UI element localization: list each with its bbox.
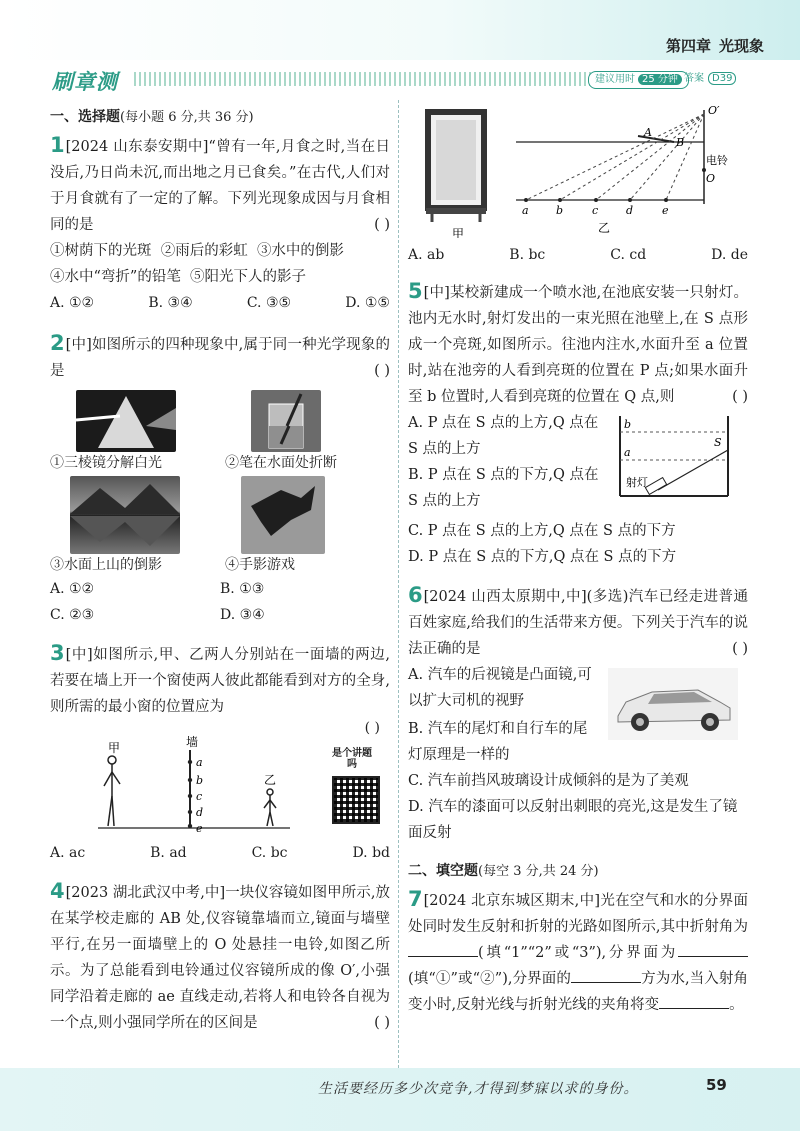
yi-label: 乙	[264, 773, 277, 787]
option-c[interactable]: C. ②③	[50, 607, 95, 623]
prism-icon	[76, 390, 176, 452]
question-text: (填“①”或“②”),分界面的	[408, 971, 572, 987]
hand-shadow-icon	[241, 476, 325, 554]
qr-caption: 是个讲题吗	[332, 748, 372, 770]
q4-figure	[408, 100, 748, 238]
point-e: e	[196, 822, 203, 835]
answer-label: 答案	[684, 73, 704, 84]
question-number: 5	[408, 279, 423, 303]
answer-page: D39	[708, 72, 736, 85]
option-b[interactable]: B. P 点在 S 点的下方,Q 点在 S 点的上方	[408, 467, 599, 509]
wall-label: 墙	[186, 735, 199, 749]
question-text: (填“1”“2”或“3”),分界面为	[478, 945, 678, 961]
wall-diagram	[50, 720, 290, 840]
question-text: [中]如图所示,甲、乙两人分别站在一面墙的两边,若要在墙上开一个窗使两人彼此都能看到对方的全身,则所需的最小窗的位置应为	[50, 647, 390, 715]
q4-options	[408, 242, 748, 268]
option-c[interactable]: C. bc	[251, 845, 288, 861]
option-b[interactable]: B. ad	[150, 845, 187, 861]
point-e: e	[662, 204, 669, 217]
option-a[interactable]: A. ①②	[50, 295, 95, 311]
question-2	[50, 330, 390, 384]
chapter-name: 光现象	[718, 37, 764, 55]
glass-icon	[251, 390, 321, 452]
footer-motto: 生活要经历多少次竞争,才得到梦寐以求的身份。	[318, 1081, 639, 1097]
pencil-photo	[251, 390, 321, 452]
option-a[interactable]: A. ac	[50, 845, 86, 861]
question-5	[408, 278, 748, 410]
question-number: 1	[50, 133, 65, 157]
item: ⑤阳光下人的影子	[190, 269, 307, 285]
option-d[interactable]: D. ①⑤	[345, 295, 390, 311]
time-label: 建议用时	[595, 74, 635, 85]
option-a[interactable]: A. P 点在 S 点的上方,Q 点在 S 点的上方	[408, 415, 599, 457]
mountain-icon	[70, 476, 180, 554]
point-O: O	[706, 172, 716, 185]
fig-yi-label: 乙	[598, 221, 611, 235]
figure-reflection	[50, 476, 215, 576]
item: ③水中的倒影	[256, 243, 344, 259]
figure-prism	[50, 390, 215, 474]
option-b[interactable]: B. ③④	[148, 295, 193, 311]
fig-jia-label: 甲	[452, 227, 465, 238]
section-note: (每小题 6 分,共 36 分)	[120, 110, 254, 125]
item: ④水中“弯折”的铅笔	[50, 269, 181, 285]
option-a[interactable]: A. ab	[408, 247, 445, 263]
question-number: 6	[408, 583, 423, 607]
option-c[interactable]: C. cd	[610, 247, 647, 263]
lamp-label: 射灯	[626, 476, 648, 489]
option-c[interactable]: C. P 点在 S 点的上方,Q 点在 S 点的下方	[408, 523, 676, 539]
right-column	[408, 100, 748, 1018]
answer-tag	[684, 71, 736, 87]
qr-code-icon[interactable]	[332, 776, 380, 824]
question-text: [2024 山东泰安期中]“曾有一年,月食之时,当在日没后,乃日尚未沉,而出地之月已食矣。”在古代,人们对于月食就有了一定的了解。下列光现象成因与月食相同的是	[50, 139, 390, 233]
section-fill-title	[408, 860, 748, 880]
car-photo	[608, 668, 738, 740]
question-number: 7	[408, 887, 423, 911]
prism-photo	[76, 390, 176, 452]
bell-label: 电铃	[706, 154, 728, 167]
section-title-text: 二、填空题	[408, 863, 478, 879]
q1-items-2	[50, 264, 390, 290]
decorative-stripes	[134, 72, 594, 86]
blank-1[interactable]	[408, 942, 478, 957]
question-text: [2024 山西太原期中,中](多选)汽车已经走进普通百姓家庭,给我们的生活带来方便。下列关于汽车的说法正确的是	[408, 589, 748, 657]
figure-pencil	[225, 390, 390, 474]
item: ①树荫下的光斑	[50, 243, 152, 259]
option-a[interactable]: A. ①②	[50, 581, 95, 597]
option-d[interactable]: D. bd	[352, 845, 390, 861]
point-A: A	[644, 126, 652, 139]
caption: ③水面上山的倒影	[50, 557, 162, 573]
question-number: 2	[50, 331, 65, 355]
q5-options-block	[408, 410, 748, 518]
chapter-label: 第四章	[665, 37, 711, 55]
question-text: 方为水,当入射角变小时,反射光线与折射光线的夹角将变	[408, 971, 749, 1013]
answer-paren[interactable]: ( )	[374, 217, 390, 233]
blank-4[interactable]	[659, 994, 729, 1009]
question-1	[50, 132, 390, 238]
column-divider	[398, 100, 399, 1068]
option-b[interactable]: B. bc	[509, 247, 546, 263]
point-d: d	[626, 204, 634, 217]
caption: ①三棱镜分解白光	[50, 455, 162, 471]
q6-options-block	[408, 662, 748, 768]
answer-paren[interactable]: ( )	[732, 389, 748, 405]
section-title-text: 一、选择题	[50, 109, 120, 125]
question-text: [2023 湖北武汉中考,中]一块仪容镜如图甲所示,放在某学校走廊的 AB 处,仪容镜靠墙而立,镜面与墙壁平行,在另一面墙壁上的 O 处悬挂一电铃,如图乙所示。为了总能看到电铃通过仪容镜所成的像 O′,小强同学沿着走廊的 ae 直线走动,若将人和电铃各自视为一个点,则小强同学所在的区间是	[50, 885, 390, 1031]
q1-options	[50, 290, 390, 316]
answer-paren[interactable]: ( )	[374, 1015, 390, 1031]
point-O-prime: O′	[708, 104, 720, 117]
question-6	[408, 582, 748, 662]
question-number: 4	[50, 879, 65, 903]
brand-logo: 刷章测	[52, 70, 118, 94]
caption: ②笔在水面处折断	[225, 455, 337, 471]
caption: ④手影游戏	[225, 557, 295, 573]
q6-options-ab	[408, 662, 598, 768]
shadow-photo	[241, 476, 325, 554]
point-b: b	[196, 774, 204, 787]
point-c: c	[196, 790, 203, 803]
point-B: B	[676, 136, 685, 149]
option-a[interactable]: A. 汽车的后视镜是凸面镜,可以扩大司机的视野	[408, 667, 592, 709]
jia-label: 甲	[108, 741, 121, 755]
section-header	[52, 66, 752, 92]
option-c[interactable]: C. 汽车前挡风玻璃设计成倾斜的是为了美观	[408, 773, 689, 789]
question-3	[50, 640, 390, 720]
item: ②雨后的彩虹	[160, 243, 248, 259]
section-note: (每空 3 分,共 24 分)	[478, 864, 599, 879]
figure-shadow	[225, 476, 390, 576]
answer-paren[interactable]: ( )	[364, 720, 380, 736]
blank-2[interactable]	[678, 942, 748, 957]
point-a: a	[196, 756, 203, 769]
question-4	[50, 878, 390, 1036]
point-a: a	[522, 204, 529, 217]
blank-3[interactable]	[571, 968, 641, 983]
q3-options	[50, 840, 390, 866]
q1-items	[50, 238, 390, 264]
left-column	[50, 100, 390, 1036]
option-d[interactable]: D. ③④	[220, 607, 265, 623]
option-d[interactable]: D. P 点在 S 点的下方,Q 点在 S 点的下方	[408, 549, 677, 565]
question-text: [中]某校新建成一个喷水池,在池底安装一只射灯。池内无水时,射灯发出的一束光照在池壁上,在 S 点形成一个亮斑,如图所示。往池内注水,水面升至 a 位置时,站在池旁的人看到亮斑的位置在 P 点;如果水面升至 b 位置时,人看到亮斑的位置在 Q 点,则	[408, 285, 748, 405]
q2-options	[50, 576, 390, 628]
question-text: [2024 北京东城区期末,中]光在空气和水的分界面处同时发生反射和折射的光路如图所示,其中折射角为	[408, 893, 748, 935]
question-7	[408, 886, 748, 1018]
question-number: 3	[50, 641, 65, 665]
mirror-diagram	[408, 100, 748, 238]
point-b: b	[556, 204, 564, 217]
option-b[interactable]: B. ①③	[220, 581, 265, 597]
level-a: a	[624, 446, 631, 459]
q3-figure	[50, 720, 390, 840]
level-b: b	[624, 418, 632, 431]
question-text: [中]如图所示的四种现象中,属于同一种光学现象的是	[50, 337, 390, 379]
page-number: 59	[706, 1076, 727, 1094]
chapter-title	[658, 35, 764, 56]
answer-paren[interactable]: ( )	[732, 641, 748, 657]
option-c[interactable]: C. ③⑤	[246, 295, 292, 311]
pool-diagram	[618, 414, 738, 504]
point-S: S	[714, 436, 722, 449]
time-value: 25 分钟	[638, 74, 682, 85]
q2-images	[50, 390, 390, 576]
mountain-photo	[70, 476, 180, 554]
point-d: d	[196, 806, 204, 819]
q5-options-ab	[408, 410, 608, 514]
point-c: c	[592, 204, 599, 217]
answer-paren[interactable]: ( )	[374, 363, 390, 379]
section-choice-title	[50, 106, 390, 126]
option-d[interactable]: D. 汽车的漆面可以反射出刺眼的亮光,这是发生了镜面反射	[408, 799, 738, 841]
suggested-time-tag	[588, 71, 689, 89]
option-d[interactable]: D. de	[711, 247, 748, 263]
question-text: 。	[729, 997, 744, 1013]
option-b[interactable]: B. 汽车的尾灯和自行车的尾灯原理是一样的	[408, 721, 588, 763]
